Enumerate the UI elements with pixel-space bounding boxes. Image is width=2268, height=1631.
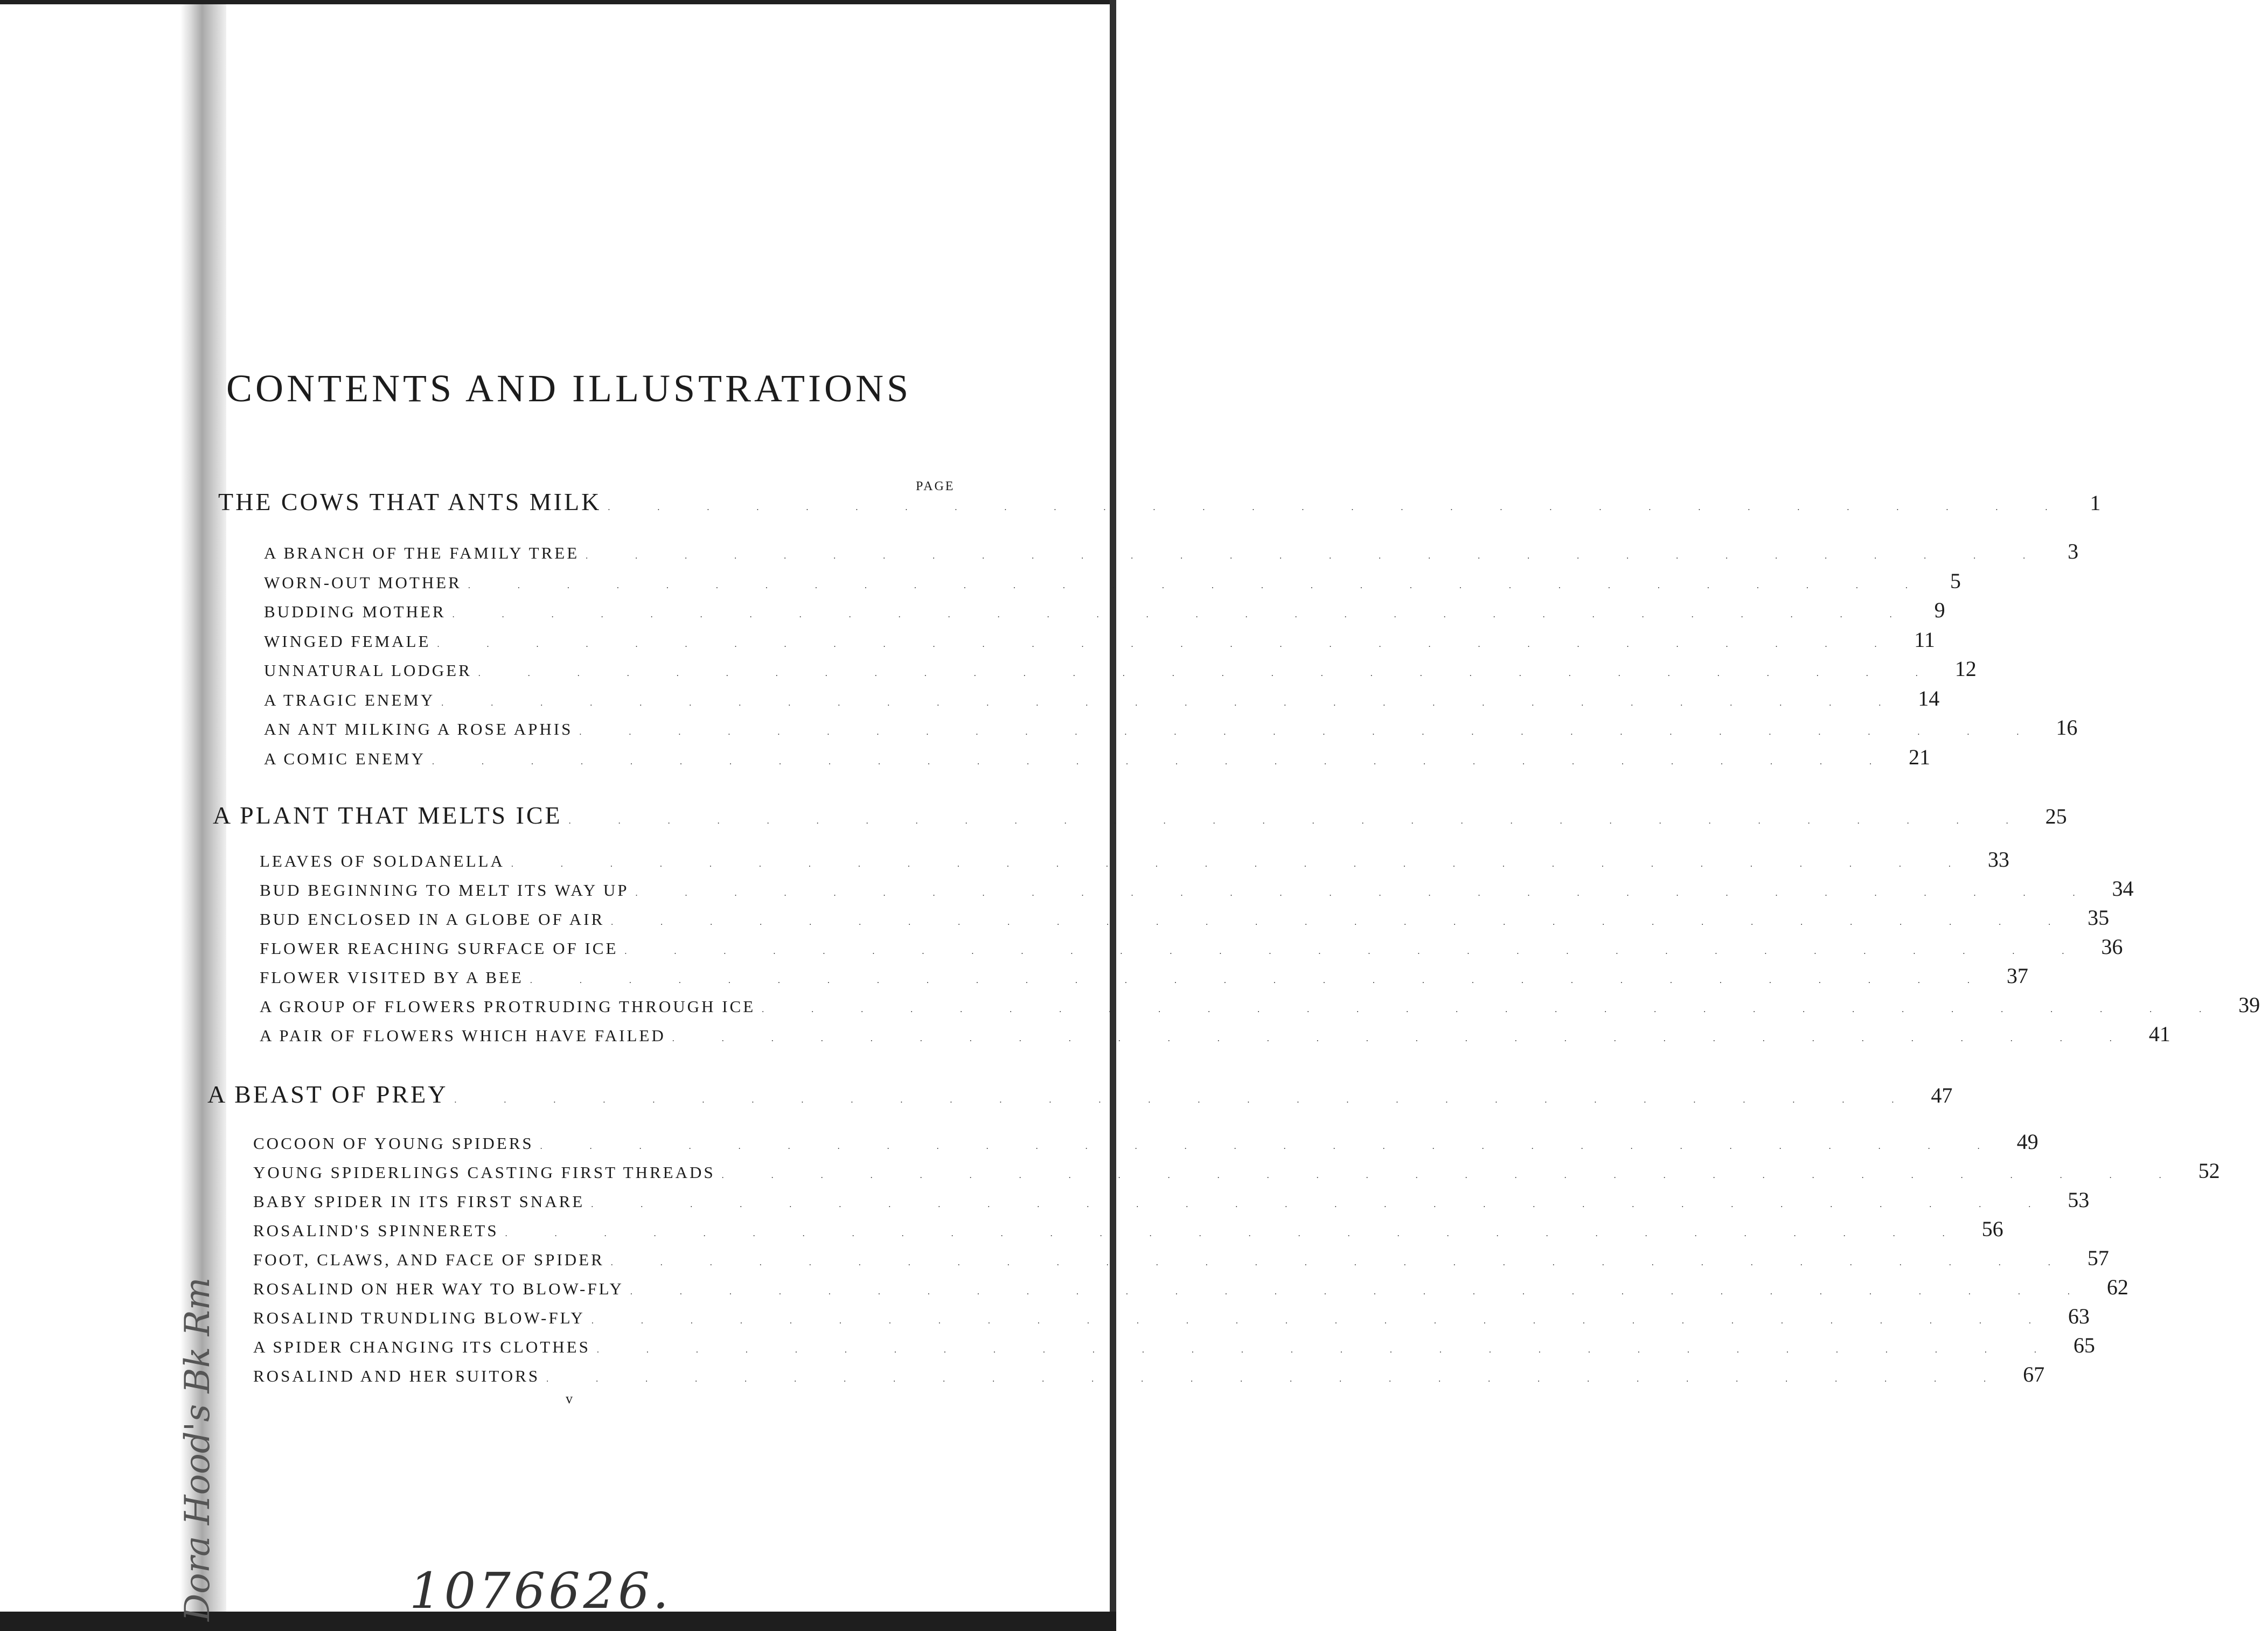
toc-item-label: FLOWER REACHING SURFACE OF ICE bbox=[260, 939, 618, 958]
toc-item-label: WORN-OUT MOTHER bbox=[264, 573, 462, 592]
toc-item-label: BUD BEGINNING TO MELT ITS WAY UP bbox=[260, 881, 629, 900]
toc-item-label: ROSALIND ON HER WAY TO BLOW-FLY bbox=[253, 1279, 624, 1298]
dot-leader: . . . . . . . . . . . . . . . . . . . . . . . . . . . . . . bbox=[591, 1316, 2054, 1326]
toc-section bbox=[207, 1080, 1953, 1109]
toc-item-label: BABY SPIDER IN ITS FIRST SNARE bbox=[253, 1192, 585, 1211]
toc-item-label: FOOT, CLAWS, AND FACE OF SPIDER bbox=[253, 1250, 604, 1269]
toc-item-page-number: 11 bbox=[1914, 627, 1935, 652]
dot-leader: . . . . . . . . . . . . . . . . . . . . . . . . . . . . . . bbox=[478, 669, 1940, 678]
toc-item bbox=[264, 539, 2079, 564]
dot-leader: . . . . . . . . . . . . . . . . . . . . . . . . . . . . . . bbox=[672, 1034, 2134, 1043]
dot-leader: . . . . . . . . . . . . . . . . . . . . . . . . . . . . . . bbox=[591, 1200, 2054, 1209]
toc-item-page-number: 21 bbox=[1909, 744, 1931, 769]
toc-item-label: AN ANT MILKING A ROSE APHIS bbox=[264, 720, 573, 738]
toc-item-label: BUDDING MOTHER bbox=[264, 602, 446, 621]
dot-leader: . . . . . . . . . . . . . . . . . . . . . . . . . . . . . . bbox=[608, 503, 2070, 512]
folio: v bbox=[566, 1391, 573, 1406]
toc-item bbox=[260, 963, 2028, 988]
dot-leader: . . . . . . . . . . . . . . . . . . . . . . . . . . . . . . bbox=[432, 757, 1895, 766]
toc-item bbox=[264, 715, 2078, 740]
toc-section-label: THE COWS THAT ANTS MILK bbox=[218, 488, 602, 515]
toc-item-label: A TRAGIC ENEMY bbox=[264, 690, 435, 709]
toc-item-page-number: 37 bbox=[2006, 964, 2028, 988]
toc-item bbox=[253, 1274, 2128, 1300]
dot-leader: . . . . . . . . . . . . . . . . . . . . . . . . . . . . . . bbox=[596, 1346, 2059, 1355]
dot-leader: . . . . . . . . . . . . . . . . . . . . . . . . . . . . . . bbox=[568, 817, 2031, 826]
toc-item-page-number: 3 bbox=[2068, 539, 2079, 563]
toc-item-label: ROSALIND TRUNDLING BLOW-FLY bbox=[253, 1308, 585, 1327]
toc-item-page-number: 14 bbox=[1918, 686, 1940, 710]
toc-section-page-number: 25 bbox=[2045, 804, 2067, 828]
toc-item-label: COCOON OF YOUNG SPIDERS bbox=[253, 1134, 534, 1153]
dot-leader: . . . . . . . . . . . . . . . . . . . . . . . . . . . . . . bbox=[586, 552, 2048, 561]
toc-item bbox=[260, 847, 2009, 872]
dot-leader: . . . . . . . . . . . . . . . . . . . . . . . . . . . . . . bbox=[437, 639, 1900, 649]
toc-item bbox=[264, 627, 1935, 652]
toc-item bbox=[253, 1216, 2003, 1242]
toc-item-page-number: 56 bbox=[1981, 1217, 2003, 1241]
toc-item-label: A GROUP OF FLOWERS PROTRUDING THROUGH ICE bbox=[260, 997, 756, 1016]
dot-leader: . . . . . . . . . . . . . . . . . . . . . . . . . . . . . . bbox=[624, 947, 2087, 956]
toc-item bbox=[264, 744, 1931, 770]
toc-section-label: A PLANT THAT MELTS ICE bbox=[213, 801, 562, 829]
toc-section-label: A BEAST OF PREY bbox=[207, 1081, 448, 1108]
toc-item-page-number: 12 bbox=[1954, 657, 1977, 681]
dot-leader: . . . . . . . . . . . . . . . . . . . . . . . . . . . . . . bbox=[611, 918, 2074, 927]
toc-item bbox=[253, 1304, 2090, 1329]
toc-item-page-number: 49 bbox=[2016, 1130, 2039, 1154]
dot-leader: . . . . . . . . . . . . . . . . . . . . . . . . . . . . . . bbox=[579, 728, 2042, 737]
toc-item-page-number: 9 bbox=[1934, 598, 1945, 622]
dot-leader: . . . . . . . . . . . . . . . . . . . . . . . . . . . . . . bbox=[721, 1171, 2184, 1180]
toc-item-page-number: 63 bbox=[2068, 1304, 2090, 1328]
toc-item-label: UNNATURAL LODGER bbox=[264, 661, 472, 680]
toc-item bbox=[260, 934, 2123, 959]
page-column-label: PAGE bbox=[916, 479, 955, 493]
toc-item-label: A SPIDER CHANGING ITS CLOTHES bbox=[253, 1337, 590, 1356]
dot-leader: . . . . . . . . . . . . . . . . . . . . . . . . . . . . . . bbox=[762, 1005, 2224, 1014]
toc-item-label: A PAIR OF FLOWERS WHICH HAVE FAILED bbox=[260, 1026, 666, 1045]
toc-item-page-number: 35 bbox=[2088, 905, 2110, 930]
dot-leader: . . . . . . . . . . . . . . . . . . . . . . . . . . . . . . bbox=[610, 1258, 2073, 1267]
dot-leader: . . . . . . . . . . . . . . . . . . . . . . . . . . . . . . bbox=[630, 1287, 2092, 1297]
dot-leader: . . . . . . . . . . . . . . . . . . . . . . . . . . . . . . bbox=[454, 1096, 1917, 1105]
toc-item-page-number: 41 bbox=[2148, 1022, 2170, 1046]
toc-item-page-number: 62 bbox=[2106, 1275, 2128, 1299]
dot-leader: . . . . . . . . . . . . . . . . . . . . . . . . . . . . . . bbox=[530, 976, 1992, 985]
dot-leader: . . . . . . . . . . . . . . . . . . . . . . . . . . . . . . bbox=[452, 610, 1915, 619]
toc-item-label: ROSALIND AND HER SUITORS bbox=[253, 1367, 540, 1385]
toc-item-page-number: 33 bbox=[1987, 847, 2009, 872]
toc-item bbox=[260, 1021, 2170, 1047]
dot-leader: . . . . . . . . . . . . . . . . . . . . . . . . . . . . . . bbox=[505, 1229, 1967, 1238]
toc-item bbox=[260, 905, 2110, 930]
toc-item bbox=[253, 1333, 2095, 1358]
toc-item-page-number: 34 bbox=[2112, 876, 2134, 901]
toc-item-page-number: 53 bbox=[2068, 1188, 2090, 1212]
toc-item-page-number: 57 bbox=[2087, 1246, 2109, 1270]
toc-item bbox=[253, 1158, 2220, 1183]
dot-leader: . . . . . . . . . . . . . . . . . . . . . . . . . . . . . . bbox=[635, 889, 2098, 898]
toc-item-label: LEAVES OF SOLDANELLA bbox=[260, 852, 505, 870]
toc-item bbox=[264, 597, 1945, 623]
toc-item-label: WINGED FEMALE bbox=[264, 631, 431, 651]
toc-item bbox=[260, 876, 2134, 901]
toc-item bbox=[253, 1245, 2109, 1271]
toc-item bbox=[253, 1187, 2090, 1212]
right-page-edge bbox=[1110, 0, 1116, 1631]
toc-item-page-number: 39 bbox=[2238, 993, 2260, 1017]
toc-item-label: FLOWER VISITED BY A BEE bbox=[260, 968, 524, 987]
toc-item-page-number: 67 bbox=[2023, 1362, 2045, 1386]
toc-item-page-number: 16 bbox=[2056, 715, 2078, 740]
dot-leader: . . . . . . . . . . . . . . . . . . . . . . . . . . . . . . bbox=[511, 860, 1973, 869]
toc-section-page-number: 1 bbox=[2090, 491, 2101, 515]
toc-item-label: A BRANCH OF THE FAMILY TREE bbox=[264, 543, 580, 562]
toc-item-page-number: 52 bbox=[2198, 1159, 2220, 1183]
toc-section bbox=[213, 801, 2067, 830]
dot-leader: . . . . . . . . . . . . . . . . . . . . . . . . . . . . . . bbox=[540, 1142, 2002, 1151]
toc-item-label: A COMIC ENEMY bbox=[264, 749, 426, 768]
dot-leader: . . . . . . . . . . . . . . . . . . . . . . . . . . . . . . bbox=[546, 1375, 2009, 1384]
page-title: CONTENTS AND ILLUSTRATIONS bbox=[226, 367, 912, 410]
top-page-edge bbox=[0, 0, 1116, 4]
toc-item bbox=[264, 656, 1977, 681]
dot-leader: . . . . . . . . . . . . . . . . . . . . . . . . . . . . . . bbox=[441, 698, 1904, 708]
toc-item-label: ROSALIND'S SPINNERETS bbox=[253, 1221, 499, 1240]
toc-item bbox=[260, 992, 2260, 1017]
toc-section bbox=[218, 487, 2101, 516]
toc-item-page-number: 65 bbox=[2073, 1333, 2095, 1357]
toc-item-page-number: 36 bbox=[2101, 935, 2123, 959]
toc-item bbox=[253, 1362, 2045, 1387]
toc-item bbox=[264, 686, 1940, 711]
toc-item-page-number: 5 bbox=[1950, 568, 1961, 593]
toc-section-page-number: 47 bbox=[1931, 1083, 1953, 1107]
toc-item-label: BUD ENCLOSED IN A GLOBE OF AIR bbox=[260, 910, 605, 929]
handwritten-margin-note: Dora Hood's Bk Rm bbox=[178, 1277, 218, 1621]
toc-item-label: YOUNG SPIDERLINGS CASTING FIRST THREADS bbox=[253, 1163, 715, 1182]
dot-leader: . . . . . . . . . . . . . . . . . . . . . . . . . . . . . . bbox=[468, 581, 1930, 590]
toc-item bbox=[253, 1129, 2039, 1154]
toc-item bbox=[264, 568, 1961, 594]
handwritten-number: 1076626. bbox=[409, 1562, 672, 1620]
